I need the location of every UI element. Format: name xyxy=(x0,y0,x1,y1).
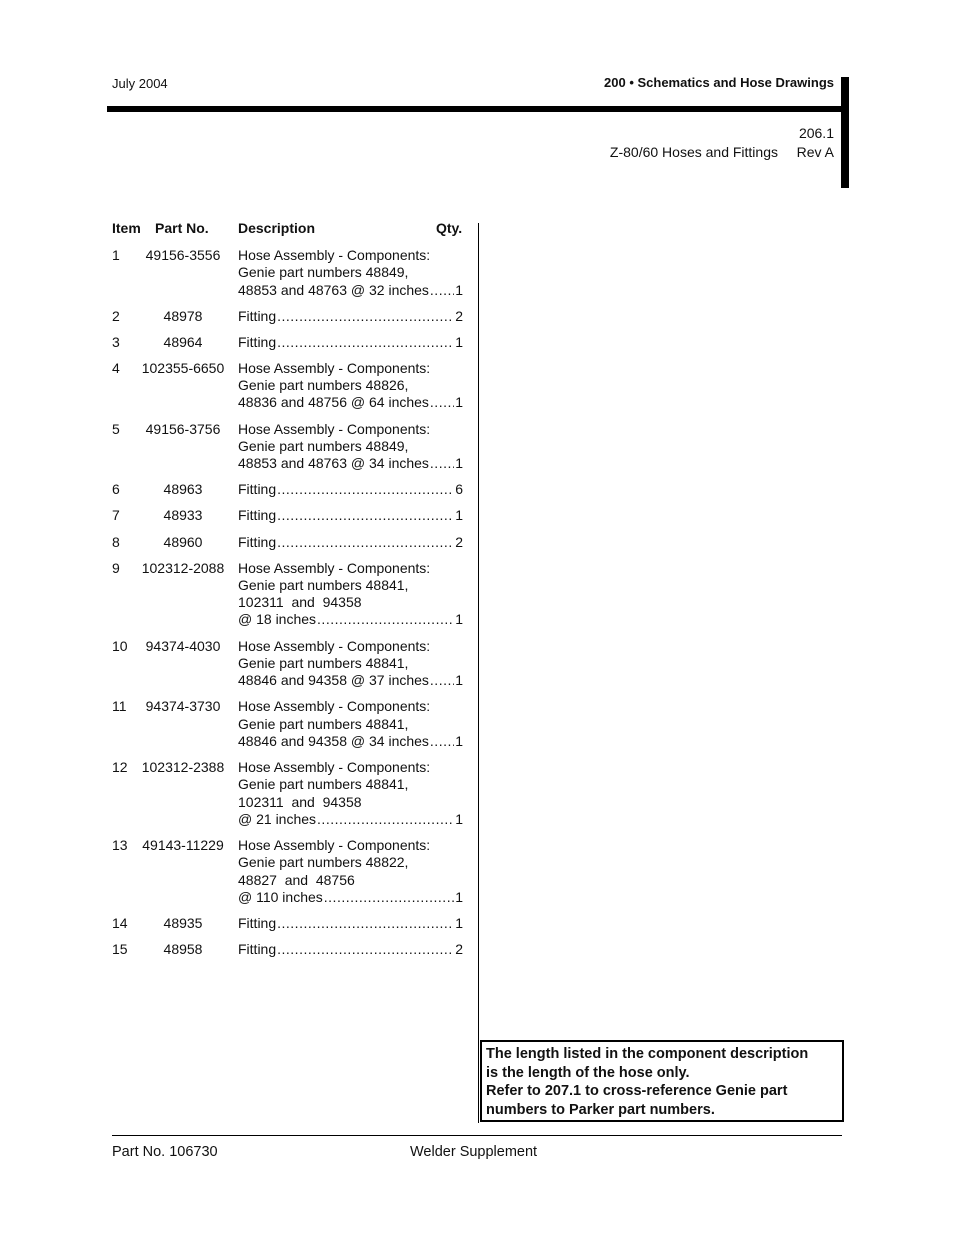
dot-leader xyxy=(277,334,454,351)
description-line: 48827 and 48756 xyxy=(238,871,355,888)
note-line: Refer to 207.1 to cross-reference Genie part xyxy=(486,1083,788,1100)
description-line: Hose Assembly - Components: xyxy=(238,759,431,775)
header-date: July 2004 xyxy=(112,76,168,91)
note-line: numbers to Parker part numbers. xyxy=(486,1101,715,1118)
description xyxy=(238,638,463,690)
dot-leader xyxy=(277,534,454,551)
description-line: 102311 and 94358 xyxy=(238,594,362,611)
item-number: 9 xyxy=(112,559,120,576)
description-last-line xyxy=(238,507,463,524)
description xyxy=(238,941,463,958)
quantity: 1 xyxy=(455,611,463,628)
quantity: 6 xyxy=(455,481,463,498)
item-number: 11 xyxy=(112,698,127,715)
header-section-title: 200 • Schematics and Hose Drawings xyxy=(604,75,834,90)
description-line: Genie part numbers 48841, xyxy=(238,654,409,671)
item-number: 14 xyxy=(112,915,128,931)
part-number: 94374-4030 xyxy=(145,637,221,654)
description-line: Genie part numbers 48849, xyxy=(238,264,409,281)
quantity: 1 xyxy=(455,915,463,931)
quantity: 2 xyxy=(455,307,463,324)
description xyxy=(238,507,463,524)
quantity: 1 xyxy=(455,333,463,350)
quantity: 1 xyxy=(455,888,463,905)
item-number: 13 xyxy=(112,837,128,853)
part-number: 102355-6650 xyxy=(141,359,225,376)
note-line: is the length of the hose only. xyxy=(486,1064,690,1081)
description xyxy=(238,247,463,299)
description-text: Fitting xyxy=(238,333,277,350)
description-text: 48853 and 48763 @ 32 inches xyxy=(238,281,429,298)
quantity: 1 xyxy=(455,732,463,749)
dot-leader xyxy=(430,733,454,750)
dot-leader xyxy=(277,308,454,325)
page-number: 206.1 xyxy=(798,125,834,141)
column-header-item: Item xyxy=(112,220,141,236)
description-line: Genie part numbers 48841, xyxy=(238,715,409,732)
description xyxy=(238,759,463,828)
footer-part-number: Part No. 106730 xyxy=(112,1144,218,1160)
description-text: 48836 and 48756 @ 64 inches xyxy=(238,394,429,411)
quantity: 1 xyxy=(455,672,463,689)
item-number: 3 xyxy=(112,333,120,350)
column-header-description: Description xyxy=(238,220,316,236)
item-number: 6 xyxy=(112,481,120,498)
quantity: 1 xyxy=(455,455,463,472)
note-line: The length listed in the component description xyxy=(486,1046,809,1062)
page-subtitle: Z-80/60 Hoses and Fittings xyxy=(609,144,778,160)
description-text: Fitting xyxy=(238,533,277,550)
dot-leader xyxy=(430,455,454,472)
description-line: Hose Assembly - Components: xyxy=(238,247,431,263)
part-number: 48978 xyxy=(163,307,203,324)
part-number: 49143-11229 xyxy=(142,837,224,853)
description xyxy=(238,308,463,325)
description-text: @ 110 inches xyxy=(238,888,323,905)
description xyxy=(238,534,463,551)
description-last-line xyxy=(238,455,463,472)
description-line: Hose Assembly - Components: xyxy=(238,637,431,654)
dot-leader xyxy=(277,481,454,498)
description-text: 48853 and 48763 @ 34 inches xyxy=(238,455,429,472)
quantity: 1 xyxy=(455,281,463,298)
dot-leader xyxy=(317,811,454,828)
item-number: 7 xyxy=(112,507,120,524)
description-last-line xyxy=(238,611,463,628)
quantity: 1 xyxy=(455,810,463,827)
revision-label: Rev A xyxy=(796,144,834,160)
description-line: 102311 and 94358 xyxy=(238,793,362,810)
item-number: 4 xyxy=(112,359,120,376)
dot-leader xyxy=(324,889,454,906)
description-last-line xyxy=(238,941,463,958)
item-number: 12 xyxy=(112,759,128,775)
note-box xyxy=(480,1040,844,1122)
dot-leader xyxy=(317,611,454,628)
column-header-qty: Qty. xyxy=(436,220,463,236)
description-line: Hose Assembly - Components: xyxy=(238,837,431,853)
part-number: 48964 xyxy=(163,333,203,350)
quantity: 2 xyxy=(455,941,463,958)
dot-leader xyxy=(277,507,454,524)
part-number: 48933 xyxy=(163,507,203,524)
item-number: 10 xyxy=(112,637,128,654)
dot-leader xyxy=(277,915,454,932)
quantity: 2 xyxy=(455,533,463,550)
part-number: 48963 xyxy=(163,481,203,498)
description-last-line xyxy=(238,282,463,299)
part-number: 48935 xyxy=(163,915,203,931)
description-last-line xyxy=(238,889,463,906)
description-last-line xyxy=(238,733,463,750)
description xyxy=(238,560,463,629)
description-line: Hose Assembly - Components: xyxy=(238,359,431,376)
description-last-line xyxy=(238,481,463,498)
dot-leader xyxy=(430,394,454,411)
description-line: Genie part numbers 48826, xyxy=(238,377,409,394)
part-number: 48958 xyxy=(163,941,203,958)
description xyxy=(238,837,463,906)
header-rule xyxy=(107,106,849,112)
description-text: Fitting xyxy=(238,941,277,958)
description-line: Hose Assembly - Components: xyxy=(238,559,431,576)
description-line: Genie part numbers 48841, xyxy=(238,576,409,593)
dot-leader xyxy=(277,941,454,958)
description-text: Fitting xyxy=(238,915,277,931)
description-text: 48846 and 94358 @ 34 inches xyxy=(238,732,429,749)
part-number: 102312-2388 xyxy=(141,759,225,775)
description xyxy=(238,334,463,351)
item-number: 8 xyxy=(112,533,120,550)
dot-leader xyxy=(430,672,454,689)
description-text: Fitting xyxy=(238,481,277,498)
description-text: 48846 and 94358 @ 37 inches xyxy=(238,672,429,689)
item-number: 15 xyxy=(112,941,128,958)
description-text: Fitting xyxy=(238,307,277,324)
description-last-line xyxy=(238,334,463,351)
description-last-line xyxy=(238,394,463,411)
description-last-line xyxy=(238,534,463,551)
part-number: 94374-3730 xyxy=(145,698,221,715)
description xyxy=(238,421,463,473)
footer-title: Welder Supplement xyxy=(410,1144,538,1160)
description-text: Fitting xyxy=(238,507,277,524)
description xyxy=(238,481,463,498)
dot-leader xyxy=(430,282,454,299)
item-number: 5 xyxy=(112,420,120,437)
description-text: @ 21 inches xyxy=(238,810,317,827)
part-number: 48960 xyxy=(163,533,203,550)
description-line: Hose Assembly - Components: xyxy=(238,420,431,437)
part-number: 102312-2088 xyxy=(141,559,225,576)
description xyxy=(238,698,463,750)
description-line: Genie part numbers 48841, xyxy=(238,776,409,793)
column-divider xyxy=(478,223,479,1123)
description-last-line xyxy=(238,308,463,325)
item-number: 2 xyxy=(112,307,120,324)
description xyxy=(238,915,463,932)
description-last-line xyxy=(238,672,463,689)
description-last-line xyxy=(238,811,463,828)
description-line: Genie part numbers 48822, xyxy=(238,854,409,871)
column-header-part-no: Part No. xyxy=(155,220,209,236)
part-number: 49156-3556 xyxy=(145,247,221,263)
description xyxy=(238,360,463,412)
description-line: Hose Assembly - Components: xyxy=(238,698,431,715)
item-number: 1 xyxy=(112,247,120,263)
description-text: @ 18 inches xyxy=(238,611,317,628)
description-line: Genie part numbers 48849, xyxy=(238,437,409,454)
footer-rule xyxy=(112,1135,842,1136)
description-last-line xyxy=(238,915,463,932)
part-number: 49156-3756 xyxy=(145,420,221,437)
quantity: 1 xyxy=(455,394,463,411)
quantity: 1 xyxy=(455,507,463,524)
header-side-bar xyxy=(841,77,849,188)
